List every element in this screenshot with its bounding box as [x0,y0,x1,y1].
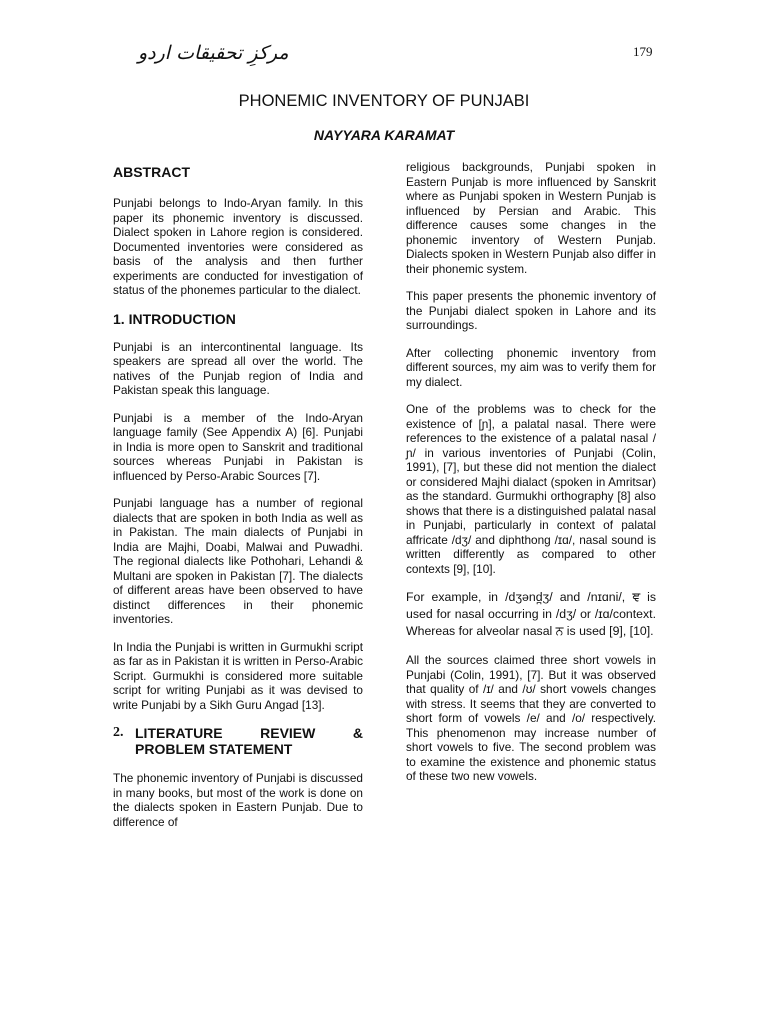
section-number: 2. [113,725,124,740]
right-paragraph-4: One of the problems was to check for the existence of [ɲ], a palatal nasal. There were references to the existence of a palatal nasal /ɲ/ in various inventories of Punjabi (Colin, 1991), [7], but these did not mention the dialect or considered Majhi dialact (spoken in Amritsar) as the standard. Gurmukhi orthography [8] also shows that there is a distinguished palatal nasal in Punjabi, particularly in context of palatal affricate /dʒ/ and diphthong /ɪɑ/, nasal sound is written differently as compared to other contexts [9], [10]. [406,402,656,576]
heading-word-ampersand: & [352,725,363,741]
right-column [406,160,656,797]
intro-paragraph-2: Punjabi is a member of the Indo-Aryan language family (See Appendix A) [6]. Punjabi in India is more open to Sanskrit and traditional sources whereas Punjabi in Pakistan is influenced by Perso-Arabic Sources [7]. [113,410,363,483]
abstract-text: Punjabi belongs to Indo-Aryan family. In this paper its phonemic inventory is discussed. Dialect spoken in Lahore region is considered. Documented inventories were considered as basis of the analysis and then further experiments are conducted for investigation of status of the phonemes particular to the dialect. [113,196,363,297]
author-name: NAYYARA KARAMAT [313,127,455,143]
right-paragraph-6: All the sources claimed three short vowels in Punjabi (Colin, 1991), [7]. But it was observed that quality of /ɪ/ and /ʊ/ short vowels changes with stress. It seems that they are converted to short form of vowels /e/ and /o/ respectively. This phenomenon may increase number of short vowels to five. The second problem was to examine the existence and phonemic status of these two new vowels. [406,653,656,783]
section-title [135,725,363,757]
intro-paragraph-3: Punjabi language has a number of regional dialects that are spoken in both India as well as in Pakistan. The main dialects of Punjabi in India are Majhi, Doabi, Malwai and Puwadhi. The regional dialects like Pothohari, Lehandi & Multani are spoken in Pakistan [7]. The dialects of different areas have been observed to have distinct differences in their phonemic inventories. [113,496,363,626]
paper-title: PHONEMIC INVENTORY OF PUNJABI [238,92,530,110]
left-column [113,160,363,842]
right-paragraph-3: After collecting phonemic inventory from different sources, my aim was to verify them for my dialect. [406,345,656,389]
abstract-heading: ABSTRACT [113,164,190,180]
literature-paragraph-1: The phonemic inventory of Punjabi is discussed in many books, but most of the work is done on the dialects spoken in Eastern Punjab. Due to difference of [113,771,363,829]
journal-name-urdu: مرکزِ تحقیقات اردو [138,42,289,64]
literature-review-heading [113,725,363,757]
right-paragraph-5: For example, in /dʒənd̪ʒ/ and /nɪɑni/, ਞ is used for nasal occurring in /dʒ/ or /ɪɑ/context. Whereas for alveolar nasal ਨ is used [9], [10]. [406,590,656,638]
heading-word-review: REVIEW [260,725,316,741]
heading-word-literature: LITERATURE [135,725,223,741]
right-paragraph-2: This paper presents the phonemic inventory of the Punjabi dialect spoken in Lahore and its surroundings. [406,289,656,332]
intro-paragraph-1: Punjabi is an intercontinental language. Its speakers are spread all over the world. The natives of the Punjab region of India and Pakistan speak this language. [113,339,363,397]
page-number: 179 [633,44,653,59]
heading-line-2: PROBLEM STATEMENT [135,741,293,757]
introduction-heading: 1. INTRODUCTION [113,310,236,327]
intro-paragraph-4: In India the Punjabi is written in Gurmukhi script as far as in Pakistan it is written in Perso-Arabic Script. Gurmukhi is considered more suitable script for writing Punjabi as it was devised to write Punjabi by a Sikh Guru Angad [13]. [113,639,363,712]
right-paragraph-1: religious backgrounds, Punjabi spoken in Eastern Punjab is more influenced by Sanskrit where as Punjabi spoken in Western Punjab is influenced by Persian and Arabic. This difference causes some changes in the phonemic inventory of Western Punjab. Dialects spoken in Western Punjab also differ in their phonemic system. [406,160,656,276]
